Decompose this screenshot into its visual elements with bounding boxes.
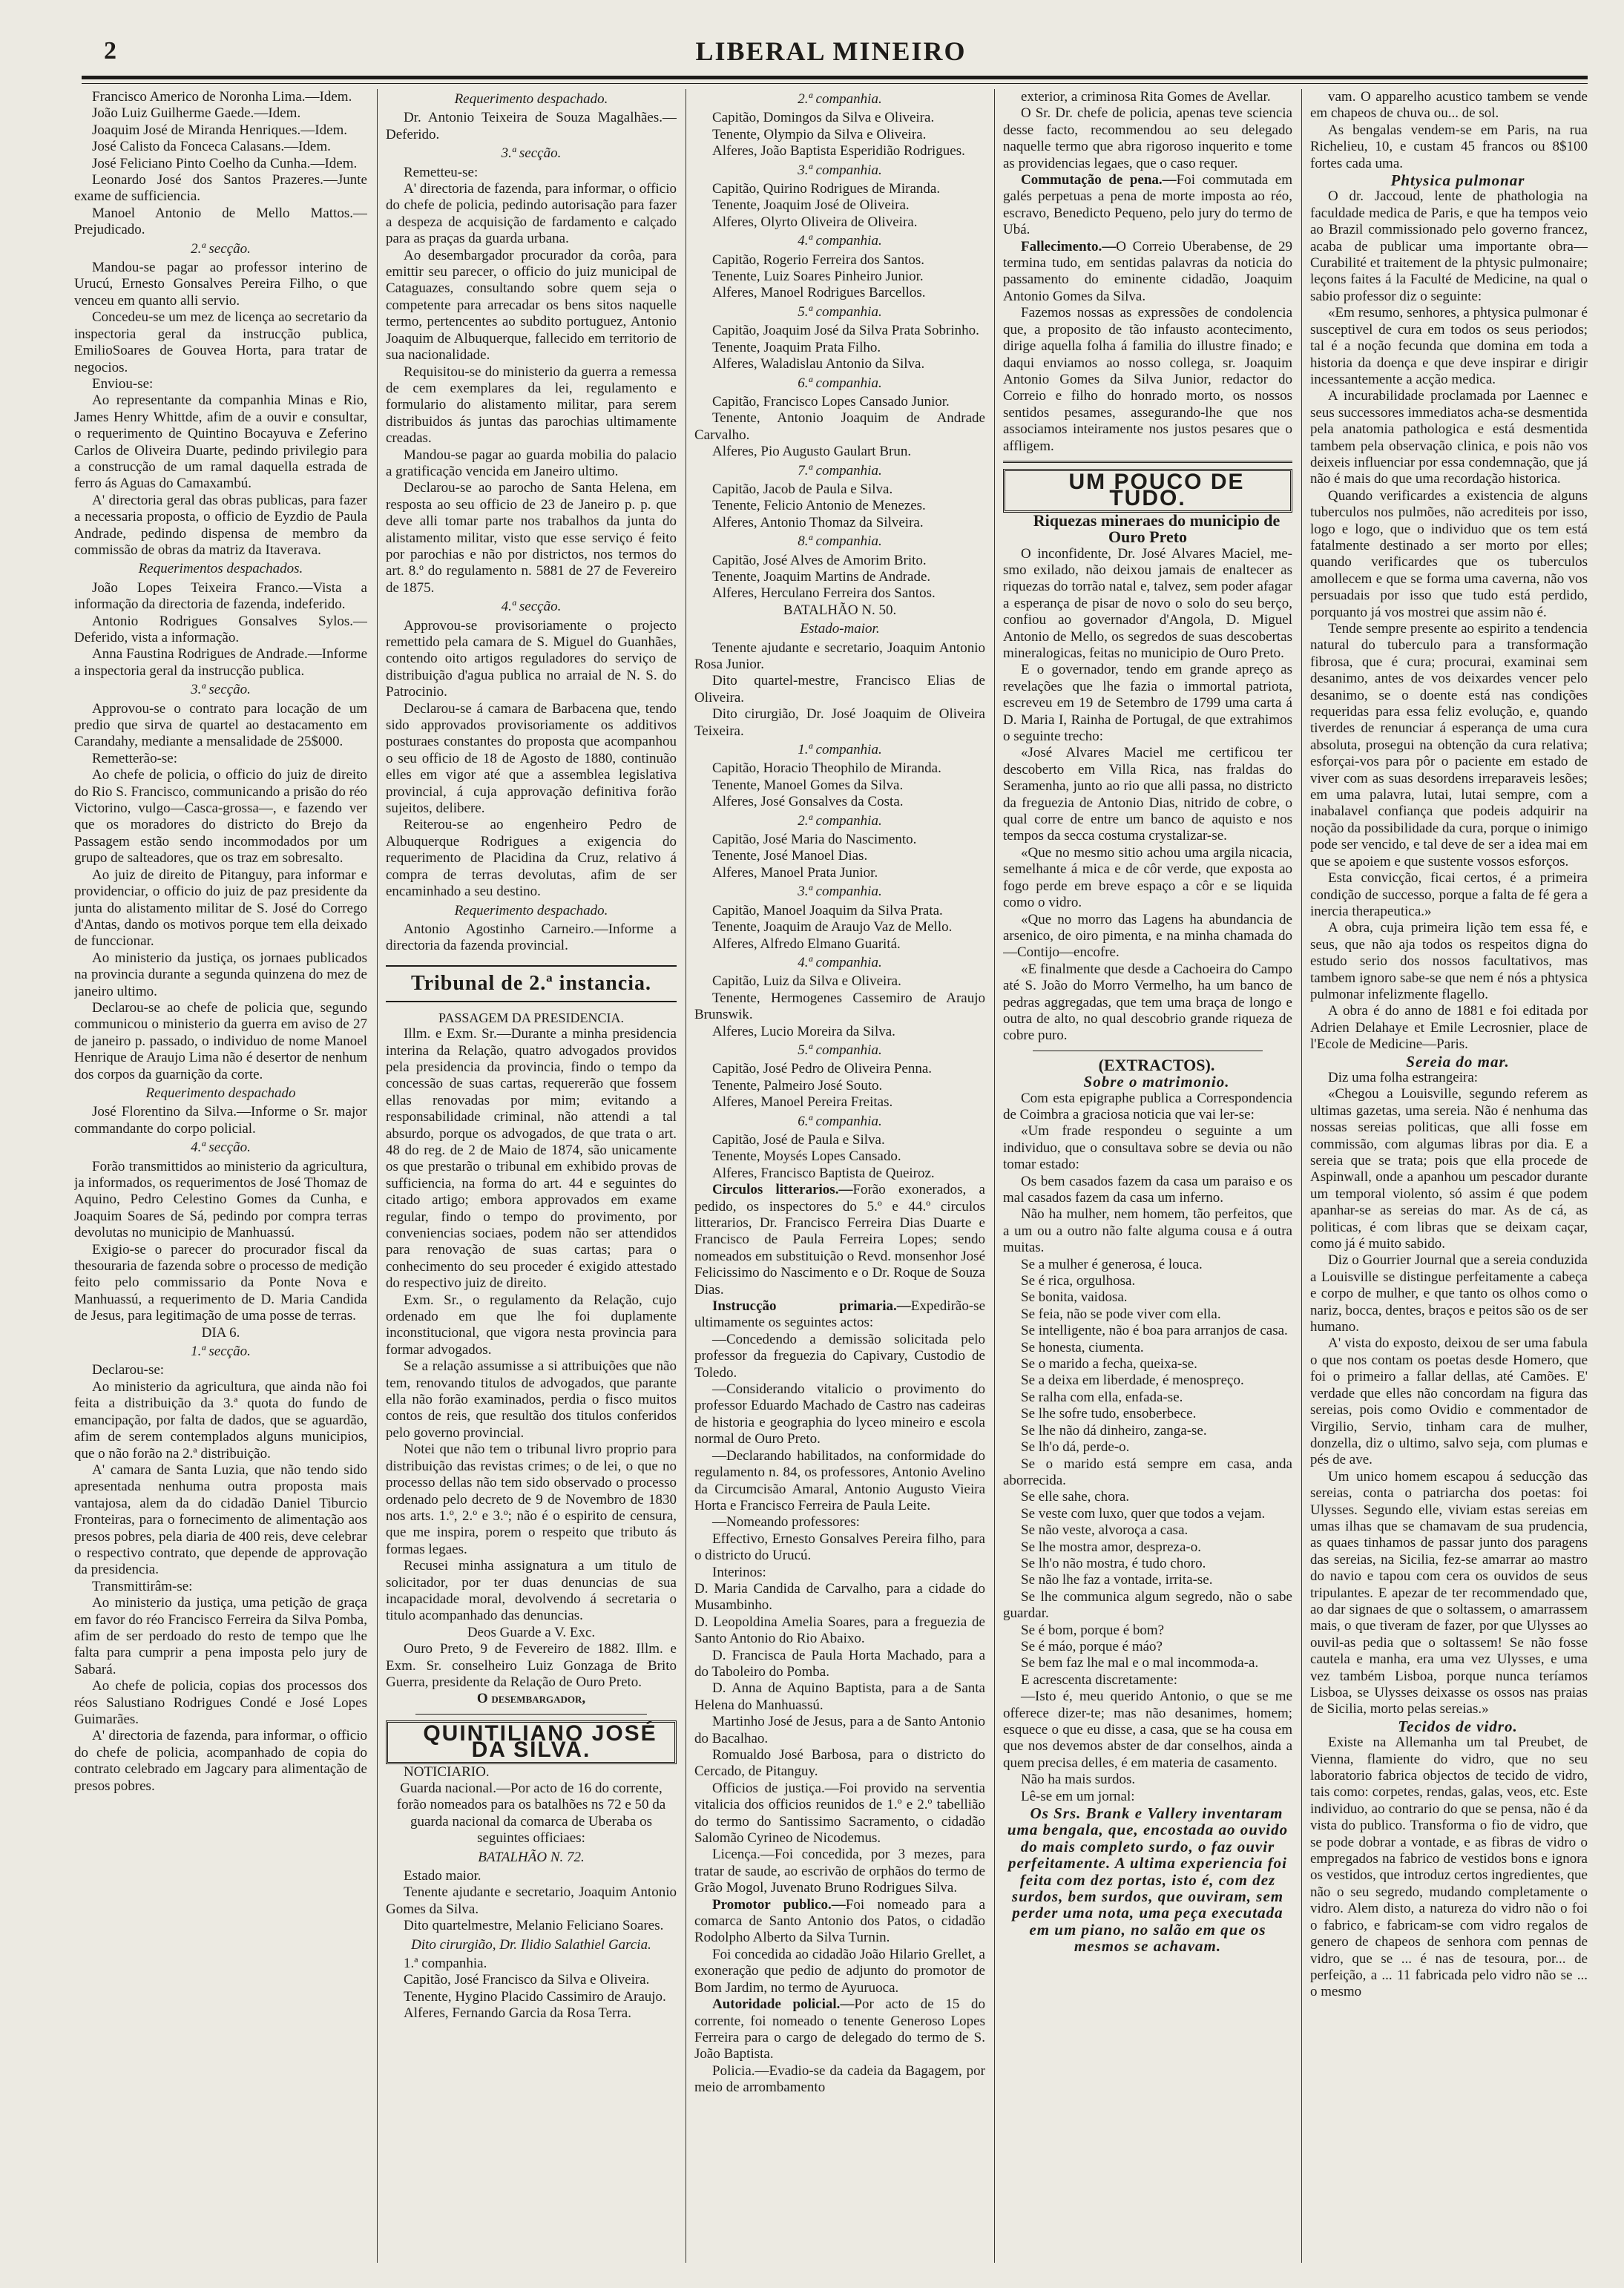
col2-paragraph: Approvou-se provisoriamente o projecto remettido pela camara de S. Miguel do Guanhães, contendo oito artigos reguladores do serviço de distribuição d'agua publica no arraial de N. S. do Patrocinio. (386, 617, 677, 700)
col2-paragraph: Requerimento despachado. (454, 902, 608, 918)
col1-paragraph: A' directoria de fazenda, para informar, o officio do chefe de policia, acompanhado de copia do contrato celebrado em Jagcary para alimentação de presos pobres. (74, 1728, 367, 1794)
col4-paragraph: «José Alvares Maciel me certificou ter descoberto em Villa Rica, nas fraldas do Seramenha, junto ao rio que alli passa, no districto da freguezia de Antonio Dias, nitrido de cobre, o qual corre de entre um banco de aquisto e nos tempos da secca costuma crystalizar-se. (1003, 745, 1292, 844)
col2-paragraph: BATALHÃO N. 72. (478, 1849, 585, 1865)
col5-paragraph: Existe na Allemanha um tal Preubet, de Vienna, flamiente do vidro, que no seu laboratorio fabrica objectos de tecido de vidro, tais como: corpetes, rendas, galas, veos, etc. Este individuo, ao contrario do que se pensa, não é da vista do publico. Transforma o fio de vidro, que se pode dobrar a vontade, e as fibras de vidro o empregados na fabrico de vestidos bons e ignora os vestidos, que introduz certos ingredientes, que não o seu segredo, mudando completamente o vidro. Alem disto, a natureza do vidro não o foi o fabrico, e fabricam-se com vidro regalos de genero de chapeos de senhora com pennas de vidro, que se ... é nas de tesoura, por... de perfeição, a ... 11 fabricada pelo vidro não se ... o mesmo (1310, 1735, 1588, 2000)
col1-paragraph: Exigio-se o parecer do procurador fiscal da thesouraria de fazenda sobre o processo de medição feito pelo commissario da Ponte Nova e Manhuassú, a requerimento de D. Maria Candida de Jesus, para legitimação de uma posse de terras. (74, 1241, 367, 1324)
col3-paragraph: Capitão, Quirino Rodrigues de Miranda. (712, 181, 941, 197)
col2-paragraph: 4.ª secção. (501, 599, 562, 615)
col2-paragraph: A' directoria de fazenda, para informar, o officio do chefe de policia, pedindo autorisação para fazer a despeza de acquisição de fardamento e calçado para as praças da guarda urbana. (386, 181, 677, 247)
col2-paragraph: Deos Guarde a V. Exc. (467, 1624, 596, 1640)
col3-paragraph: D. Maria Candida de Carvalho, para a cidade do Musambinho. (694, 1580, 985, 1614)
col3-paragraph (694, 1182, 985, 1298)
col3-paragraph: Romualdo José Barbosa, para o districto do Cercado, de Pitanguy. (694, 1747, 985, 1780)
col1-paragraph: Antonio Rodrigues Gonsalves Sylos.—Deferido, vista a informação. (74, 613, 367, 645)
col3-paragraph: Tenente, Joaquim Prata Filho. (712, 339, 881, 355)
col2-paragraph: Dito cirurgião, Dr. Ilidio Salathiel Garcia. (411, 1936, 651, 1953)
col4-paragraph: Não ha mais surdos. (1021, 1772, 1136, 1788)
columns-area (74, 89, 1588, 2270)
col4-paragraph: O inconfidente, Dr. José Alvares Maciel, me-smo exilado, não deixou jamais de enaltecer as riquezas do torrão natal e, talvez, sem poder afagar a esperança de pisar de novo o solo do seu berço, confiou ao governador d'Angola, D. Miguel Antonio de Mello, os segredos de suas descobertas mineralogicas, feitas no municipio de Ouro Preto. (1003, 545, 1292, 661)
paragraph-heading: Commutação de pena.— (1021, 172, 1177, 188)
col4-paragraph: Lê-se em um jornal: (1021, 1788, 1135, 1804)
col3-paragraph: 4.ª companhia. (798, 233, 882, 249)
col4-paragraph (1003, 172, 1292, 239)
col4-paragraph: exterior, a criminosa Rita Gomes de Avellar. (1021, 89, 1271, 105)
col2-paragraph: 1.ª companhia. (404, 1956, 487, 1972)
col5-paragraph: «Chegou a Louisville, segundo referem as ultimas gazetas, uma sereia. Não é nenhuma das nossas sereias politicas, que alli fosse em commissão, com algumas libras por dia. E a sereia que se trata; pois que ella procede de Aspinwall, onde a apanhou um pescador durante um temporal violento, só assim é que podem apanhar-se as sereias do mar. As de cá, as politicas, é com libras que se deixam caçar, como já é muito sabido. (1310, 1086, 1588, 1252)
col1-paragraph: 2.ª secção. (191, 240, 251, 257)
col4-paragraph: «Que no mesmo sitio achou uma argila nicacia, semelhante á mica e de côr verde, que exposta ao fogo perde em breve espaço a côr e se liquida como o vidro. (1003, 844, 1292, 911)
col4-paragraph: «E finalmente que desde a Cachoeira do Campo até S. João do Morro Vermelho, ha um banco de pedras aggregadas, que tem uma braça de longo e outra de alto, no qual descobrio grande riqueza de cobre puro. (1003, 961, 1292, 1044)
col2-paragraph: Declarou-se ao parocho de Santa Helena, em resposta ao seu officio de 23 de Janeiro p. p. que deve alli tomar parte nos trabalhos da junta do alistamento militar, visto que esse serviço é feito por parochias e não por districtos, nos termos do art. 8.º do regulamento n. 5881 de 27 de Fevereiro de 1875. (386, 480, 677, 596)
col3-paragraph: Dito cirurgião, Dr. José Joaquim de Oliveira Teixeira. (694, 706, 985, 739)
col3-paragraph (694, 1897, 985, 1947)
col4-paragraph: «Um frade respondeu o seguinte a um individuo, que o consultava sobre se devia ou não tomar estado: (1003, 1123, 1292, 1173)
col3-paragraph: 3.ª companhia. (798, 162, 882, 178)
col4-paragraph: (EXTRACTOS). (1098, 1055, 1215, 1074)
col3-paragraph: D. Leopoldina Amelia Soares, para a freguezia de Santo Antonio do Rio Abaixo. (694, 1614, 985, 1647)
col1-paragraph: Ao chefe de policia, o officio do juiz de direito do Rio S. Francisco, communicando a prisão do réo Victorino, vulgo—Casca-grossa—, e fazendo ver que os moradores do districto do Brejo da Passagem estão sendo incommodados por um grupo de salteadores, que os traz em sobresalto. (74, 767, 367, 867)
col3-paragraph: Alferes, José Gonsalves da Costa. (712, 794, 904, 810)
col2-paragraph: Dito quartelmestre, Melanio Feliciano Soares. (404, 1918, 664, 1934)
col3-paragraph: Tenente, Manoel Gomes da Silva. (712, 777, 904, 793)
col4-paragraph: Com esta epigraphe publica a Correspondencia de Coimbra a graciosa noticia que vai ler-se: (1003, 1090, 1292, 1122)
col3-paragraph: Tenente, Palmeiro José Souto. (712, 1077, 883, 1094)
col4-paragraph: Se o marido a fecha, queixa-se. (1021, 1356, 1197, 1373)
col4-paragraph: Riquezas mineraes do municipio de Ouro Preto (1033, 510, 1281, 547)
col3-paragraph: Capitão, Domingos da Silva e Oliveira. (712, 110, 935, 126)
col3-paragraph (694, 1298, 985, 1332)
col3-paragraph: Alferes, Antonio Thomaz da Silveira. (712, 514, 924, 530)
col3-paragraph: Alferes, Alfredo Elmano Guaritá. (712, 936, 901, 952)
col3-paragraph: Capitão, Luiz da Silva e Oliveira. (712, 973, 901, 990)
col1-paragraph: João Luiz Guilherme Gaede.—Idem. (92, 105, 301, 122)
col4-paragraph: Se lh'o dá, perde-o. (1021, 1439, 1130, 1456)
col2-paragraph: Capitão, José Francisco da Silva e Oliveira. (404, 1972, 650, 1988)
paragraph-body: Foi nomeado para a comarca de Santo Antonio dos Patos, o cidadão Rodolpho Alberto da Silva Turnin. (694, 1896, 985, 1946)
col1-paragraph: José Calisto da Fonceca Calasans.—Idem. (92, 139, 331, 155)
col4-paragraph: Se feia, não se pode viver com ella. (1021, 1306, 1221, 1322)
col3-paragraph: Tenente, José Manoel Dias. (712, 848, 868, 864)
col2-paragraph: Remetteu-se: (404, 164, 479, 180)
col2-paragraph: NOTICIARIO. (404, 1763, 490, 1780)
col5-paragraph: Quando verificardes a existencia de alguns tuberculos nos pulmões, não acrediteis por isso, logo e logo, que o individuo que os tem está fatalmente destinado a ser morto por elles; quando verificardes que os tuberculos amollecem e que se forma uma caverna, não vos persuadais por isso que tudo está perdido, porquanto já vos mostrei que assim não é. (1310, 487, 1588, 620)
col3-paragraph: 5.ª companhia. (798, 303, 882, 320)
col3-paragraph: Alferes, Manoel Pereira Freitas. (712, 1094, 893, 1111)
col4-paragraph: Se lhe sofre tudo, ensoberbece. (1021, 1406, 1197, 1422)
col2-paragraph: Declarou-se á camara de Barbacena que, tendo sido approvados provisoriamente os additivos posturaes constantes do proposta que acompanhou o seu officio de 18 de Agosto de 1880, continuão elles em vigor até que a assemblea legislativa provincial, á cuja approvação definitiva forão sujeitos, delibere. (386, 700, 677, 817)
col3-paragraph: 3.ª companhia. (798, 884, 882, 900)
col1-paragraph: Approvou-se o contrato para locação de um predio que sirva de quartel ao destacamento em Carandahy, mediante a mensalidade de 25$000. (74, 700, 367, 750)
col1-paragraph: Requerimento despachado (145, 1085, 296, 1101)
col5-paragraph: A incurabilidade proclamada por Laennec e seus successores immediatos acha-se desmentida pela anatomia pathologica e está desmentida tambem pela observação clinica, e pois não vos deixeis influenciar por essa condemnação, que já não é mais do que uma recordação historica. (1310, 388, 1588, 487)
col5-paragraph: Phtysica pulmonar (1390, 171, 1525, 190)
col3-paragraph: —Concedendo a demissão solicitada pelo professor da freguezia do Capivary, Custodio de Toledo. (694, 1331, 985, 1381)
col3-paragraph: Interinos: (712, 1564, 766, 1580)
col4-paragraph: Se lhe communica algum segredo, não o sabe guardar. (1003, 1588, 1292, 1622)
col3-paragraph: Alferes, Manoel Prata Junior. (712, 864, 878, 881)
col2-paragraph: Alferes, Fernando Garcia da Rosa Terra. (404, 2005, 631, 2022)
col4-paragraph: E acrescenta discretamente: (1021, 1671, 1177, 1688)
col4-paragraph: Se é rica, orgulhosa. (1021, 1273, 1136, 1289)
section-rule (415, 1714, 647, 1715)
column-separator (377, 89, 378, 2263)
col3-paragraph: Tenente, Felicio Antonio de Menezes. (712, 498, 926, 514)
col2-paragraph: Recusei minha assignatura a um titulo de solicitador, por ter duas denuncias de sua incapacidade moral, devolvendo á secretaria o titulo acompanhado das denuncias. (386, 1558, 677, 1624)
col4-paragraph: «Que no morro das Lagens ha abundancia de arsenico, de oiro pimenta, e na minha chamada do—Contijo—encofre. (1003, 911, 1292, 961)
col3-paragraph: 7.ª companhia. (798, 462, 882, 479)
col3-paragraph: Capitão, José Maria do Nascimento. (712, 832, 917, 848)
col3-paragraph: Martinho José de Jesus, para a de Santo Antonio do Bacalhao. (694, 1714, 985, 1746)
col5-paragraph: O dr. Jaccoud, lente de phathologia na faculdade medica de Paris, e que ha tempos veio ao Brazil commissionado pelo governo francez, acaba de publicar uma importante obra—Curabilité et traitement de la phtysic pulmonaire; leçons faites á la Faculté de Medicine, na qual o sabio professor diz o seguinte: (1310, 188, 1588, 304)
col3-paragraph: Alferes, Herculano Ferreira dos Santos. (712, 585, 936, 602)
col5-paragraph: vam. O apparelho acustico tambem se vende em chapeos de chuva ou... de sol. (1310, 89, 1588, 122)
col4-paragraph: E o governador, tendo em grande apreço as revelações que lhe fazia o immortal patriota, escreveu em 19 de Setembro de 1799 uma carta á D. Maria I, Rainha de Portugal, de que extrahimos o seguinte trecho: (1003, 662, 1292, 745)
col3-paragraph: 5.ª companhia. (798, 1042, 882, 1058)
col2-paragraph: Exm. Sr., o regulamento da Relação, cujo ordenado em que lhe foi duplamente inconstitucional, que vigora nesta provincia para formar advogados. (386, 1292, 677, 1358)
col4-paragraph: Se não veste, alvoroça a casa. (1021, 1522, 1189, 1539)
col3-paragraph: Tenente ajudante e secretario, Joaquim Antonio Rosa Junior. (694, 640, 985, 672)
paragraph-heading: Instrucção primaria.— (712, 1298, 911, 1315)
col3-paragraph: Dito quartel-mestre, Francisco Elias de Oliveira. (694, 673, 985, 706)
header-rule (82, 76, 1588, 79)
col1-paragraph: Ao chefe de policia, copias dos processos dos réos Salustiano Rodrigues Condé e José Lopes Guimarães. (74, 1678, 367, 1727)
col1-paragraph: 1.ª secção. (191, 1344, 251, 1360)
col3-paragraph: Tenente, Moysés Lopes Cansado. (712, 1148, 901, 1165)
col3-paragraph: 2.ª companhia. (798, 812, 882, 829)
col3-paragraph: —Nomeando professores: (712, 1514, 860, 1531)
col1-paragraph: A' directoria geral das obras publicas, para fazer a necessaria proposta, o officio de Eyzdio de Paula Andrade, pedindo dispensa de membro da commissão de obras da matriz da Itaverava. (74, 492, 367, 558)
page-number: 2 (104, 37, 116, 65)
col3-paragraph: Tenente, Luiz Soares Pinheiro Junior. (712, 269, 924, 285)
col3-paragraph: Capitão, José de Paula e Silva. (712, 1131, 885, 1148)
col1-paragraph: Remetterão-se: (92, 750, 178, 766)
col4-paragraph: Se a deixa em liberdade, é menospreço. (1021, 1373, 1244, 1389)
col5-paragraph: Diz o Gourrier Journal que a sereia conduzida a Louisville se distingue perfeitamente a cabeça e corpo de mulher, e que tanto os olhos como o nariz, bocca, dentes, braços e peitos são os de ser humano. (1310, 1252, 1588, 1335)
col1-paragraph: 3.ª secção. (191, 682, 251, 698)
col3-paragraph: Capitão, Rogerio Ferreira dos Santos. (712, 252, 925, 268)
col2-paragraph: PASSAGEM DA PRESIDENCIA. (438, 1010, 624, 1025)
col3-paragraph: Capitão, José Pedro de Oliveira Penna. (712, 1061, 933, 1077)
col2-paragraph: Se a relação assumisse a si attribuições que não tem, renovando titulos de advogados, que parante ella não forão examinados, perdia o fisco muitos contos de reis, que resultão dos titulos conferidos pelo governo provincial. (386, 1358, 677, 1441)
col1-paragraph: Ao ministerio da justiça, uma petição de graça em favor do réo Francisco Ferreira da Silva Pomba, afim de ser perdoado do resto de tempo que lhe falta para cumprir a pena imposta pelo jury de Sabará. (74, 1595, 367, 1677)
col5-paragraph: Tende sempre presente ao espirito a tendencia natural do tuberculo para a transformação fibrosa, que é cura; procurai, examinai sem desanimo, antes de vos deixardes vencer pelo desanimo, se o doente está nas condições requeridas para essa feliz evolução, e, quando tiverdes de renunciar á esperança de uma cura absoluta, prosegui na obtenção da cura relativa; esforçai-vos para pôr o paciente em estado de viver com as suas desordens irreparaveis lesões; em uma palavra, lutai, lutai sempre, com a inabalavel confiança que podeis adquirir na noção da possibilidade da cura, porque o inimigo pode ser vencido, e tal deve de ser a idea mai em que se apoiem e que sustente vossos esforços. (1310, 621, 1588, 869)
col2-paragraph: Mandou-se pagar ao guarda mobilia do palacio a gratificação vencida em Janeiro ultimo. (386, 447, 677, 479)
col2-paragraph: O desembargador, (476, 1691, 586, 1707)
col1-paragraph: Mandou-se pagar ao professor interino de Urucú, Ernesto Gonsalves Pereira Filho, o que venceu em quanto alli servio. (74, 260, 367, 309)
col5-paragraph: «Em resumo, senhores, a phtysica pulmonar é susceptivel de cura em todos os seus periodos; tal é a noção fecunda que domina em toda a historia da doença e que deve inspirar e dirigir incessantemente a acção medica. (1310, 305, 1588, 387)
col1-paragraph: Declarou-se: (92, 1362, 165, 1378)
col3-paragraph: —Declarando habilitados, na conformidade do regulamento n. 84, os professores, Antonio Avelino da Circumcisão Amaral, Antonio Augusto Vieira Horta e Francisco Ferreira de Paula Leite. (694, 1447, 985, 1513)
col1-paragraph: Ao ministerio da agricultura, que ainda não foi feita a distribuição da 3.ª quota do fundo de emancipação, por falta de dados, que se aguardão, afim de serem contemplados alguns municipios, que o não forão na 2.ª distribuição. (74, 1378, 367, 1462)
col3-paragraph: Capitão, Manoel Joaquim da Silva Prata. (712, 902, 943, 918)
col3-paragraph: Capitão, Horacio Theophilo de Miranda. (712, 760, 941, 777)
col1-paragraph: A' camara de Santa Luzia, que não tendo sido apresentada nenhuma outra proposta mais vantajosa, alem da do cidadão Daniel Tiburcio Fronteiras, para o fornecimento de alimentação aos presos pobres, pela diaria de 400 reis, deve celebrar o respectivo contrato, que depende de approvação da presidencia. (74, 1462, 367, 1578)
col4-paragraph: UM POUCO DE TUDO. (1003, 469, 1292, 513)
col3-paragraph: 4.ª companhia. (798, 954, 882, 970)
col4-paragraph: Se bem faz lhe mal e o mal incommoda-a. (1021, 1655, 1259, 1671)
col4-paragraph: Se elle sahe, chora. (1021, 1489, 1130, 1505)
col2-paragraph: Tribunal de 2.ª instancia. (386, 965, 677, 1002)
col5-paragraph: Um unico homem escapou á seducção das sereias, conta o patriarcha dos poetas: foi Ulysses. Segundo elle, viviam estas sereias em umas ilhas que se chamavam de sua prudencia, as quaes tinhamos de passar junto dos paragens das sereias, na Sicilia, fez-se amarrar ao mastro do navio e tapou com cera os ouvidos de seus tripulantes. E apezar de ter recommendado que, ao dar signaes de que o soltassem, o amarrassem mais, o que tiveram de fazer, por que Ulysses ao ouvil-as pedia que o soltassem! Se não fosse cautela e manha, era uma vez Ulysses, e uma vez também Lisboa, porque nunca teríamos Lisboa, se Ulysses deixasse os ossos nas praias de Sicilia, morto pelas sereias.» (1310, 1468, 1588, 1717)
col5-paragraph: Sereia do mar. (1406, 1052, 1510, 1071)
col4-paragraph: Se lhe mostra amor, despreza-o. (1021, 1539, 1201, 1555)
col3-paragraph: Alferes, Olyrto Oliveira de Oliveira. (712, 214, 918, 230)
col4-paragraph: Os Srs. Brank e Vallery inventaram uma bengala, que, encostada ao ouvido do mais completo surdo, o faz ouvir perfeitamente. A ultima experiencia foi feita com dez portas, isto é, com dez surdos, bem surdos, que ouviram, sem perder uma nota, uma peça executada em um piano, no salão em que os mesmos se achavam. (1007, 1804, 1289, 1956)
paragraph-body: Por acto de 15 do corrente, foi nomeado o tenente Generoso Lopes Ferreira para o cargo de delegado do termo de S. João Baptista. (694, 1996, 985, 2062)
col4-paragraph: Se lh'o não mostra, é tudo choro. (1021, 1555, 1206, 1571)
col3-paragraph: BATALHÃO N. 50. (783, 602, 897, 618)
paragraph-body: Foi commutada em galés perpetuas a pena de morte imposta ao réo, escravo, Benedicto Pequeno, pelo jury do termo de Ubá. (1003, 172, 1292, 238)
col3-paragraph: Alferes, Pio Augusto Gaulart Brun. (712, 444, 912, 460)
col3-paragraph: Tenente, Joaquim de Araujo Vaz de Mello. (712, 919, 953, 936)
col2-paragraph: Notei que não tem o tribunal livro proprio para distribuição das revistas crimes; o de lei, o que no processo dellas não tem sido observado o processo ordenado pelo decreto de 9 de Novembro de 1830 nos arts. 1.º, 2.º e 3.º; não é o espirito de censura, que me inspira, porem o respeito que tributo ás formas legaes. (386, 1441, 677, 1557)
col3-paragraph: Alferes, João Baptista Esperidião Rodrigues. (712, 143, 965, 160)
col4-paragraph: Se bonita, vaidosa. (1021, 1289, 1128, 1306)
col4-paragraph: Se o marido está sempre em casa, anda aborrecida. (1003, 1456, 1292, 1488)
col1-paragraph: DIA 6. (201, 1324, 240, 1341)
paragraph-heading: Autoridade policial.— (712, 1996, 855, 2013)
col3-paragraph: Capitão, Francisco Lopes Cansado Junior. (712, 393, 950, 410)
col3-paragraph: Alferes, Manoel Rodrigues Barcellos. (712, 285, 926, 301)
col2-paragraph: Guarda nacional.—Por acto de 16 do corrente, forão nomeados para os batalhões ns 72 e 50 da guarda nacional da comarca de Uberaba os seguintes officiaes: (396, 1781, 666, 1847)
col4-paragraph: —Isto é, meu querido Antonio, o que se me offerece dizer-te; mas não desanimes, homem; esquece o que eu disse, a casa, que se ha cousa em que nos devemos abster de dar conselhos, ainda a quem precisa delles, é em materia de casamento. (1003, 1689, 1292, 1771)
col1-paragraph: José Florentino da Silva.—Informe o Sr. major commandante do corpo policial. (74, 1104, 367, 1137)
col2-paragraph: QUINTILIANO JOSÉ DA SILVA. (386, 1720, 677, 1764)
col3-paragraph: Tenente, Hermogenes Cassemiro de Araujo Brunswik. (694, 990, 985, 1023)
col4-paragraph (1003, 239, 1292, 306)
col3-paragraph: D. Anna de Aquino Baptista, para a de Santa Helena do Manhuassú. (694, 1680, 985, 1713)
col2-paragraph: Tenente, Hygino Placido Cassimiro de Araujo. (404, 1988, 666, 2005)
col5-paragraph: A obra, cuja primeira lição tem essa fé, e seus, que não aja todos os respeitos digna do estudo serio dos nossos facultativos, mas tambem ignoro sabe-se que nem é nós a phtysica pulmonar infelizmente flagello. (1310, 920, 1588, 1002)
col3-paragraph: Policia.—Evadio-se da cadeia da Bagagem, por meio de arrombamento (694, 2062, 985, 2096)
column-4 (1003, 89, 1292, 2263)
col1-paragraph: Ao juiz de direito de Pitanguy, para informar e providenciar, o officio do juiz de paz presidente da junta do alistamento militar de S. José do Corrego d'Antas, dando os motivos porque tem ella deixado de funccionar. (74, 867, 367, 950)
col1-paragraph: Anna Faustina Rodrigues de Andrade.—Informe a inspectoria geral da instrucção publica. (74, 646, 367, 679)
col5-paragraph: Esta convicção, ficai certos, é a primeira condição de successo, porque a falta de fé gera a inercia therapeutica.» (1310, 870, 1588, 919)
col3-paragraph: Effectivo, Ernesto Gonsalves Pereira filho, para o districto do Urucú. (694, 1531, 985, 1564)
col3-paragraph: Tenente, Joaquim José de Oliveira. (712, 197, 910, 214)
column-1 (74, 89, 367, 2263)
col5-paragraph: Tecidos de vidro. (1398, 1717, 1518, 1735)
col1-paragraph: Transmittirâm-se: (92, 1578, 193, 1594)
col4-paragraph: Se ralha com ella, enfada-se. (1021, 1389, 1183, 1405)
col2-paragraph: Illm. e Exm. Sr.—Durante a minha presidencia interina da Relação, quatro advogados providos pela presidencia da provincia, findo o tempo da concessão de suas cartas, requererão que fossem ellas renovadas por mim; evitando a responsabilidade criminal, não attendi a tal absurdo, porque os advogados, de que trata o art. 48 do reg. de 2 de Maio de 1874, são unicamente os que prestarão o tribunal em exhibido provas de sufficiencia, na forma do art. 44 e seguintes do citado artigo; embora approvados em exame regular, findo o tempo do provimento, por conveniencias sociaes, podem não ser attendidos para renovação de suas cartas; para o conhecimento do seu proceder é exigido attestado do respectivo juiz de direito. (386, 1026, 677, 1292)
col4-paragraph: Não ha mulher, nem homem, tão perfeitos, que a um ou a outro não falte alguma cousa e á outra muitas. (1003, 1206, 1292, 1256)
col3-paragraph: Alferes, Francisco Baptista de Queiroz. (712, 1165, 935, 1181)
col3-paragraph: 8.ª companhia. (798, 533, 882, 550)
col2-paragraph: Reiterou-se ao engenheiro Pedro de Albuquerque Rodrigues a exigencia do requerimento de Placidina da Cruz, relativo á compra de terras devolutas, afim de ser encaminhado a seu destino. (386, 817, 677, 900)
col1-paragraph: Forão transmittidos ao ministerio da agricultura, ja informados, os requerimentos de José Thomaz de Aquino, Pedro Celestino Gomes da Cunha, e Joaquim Soares de Sá, pedindo por compra terras devolutas no municipio de Manhuassú. (74, 1158, 367, 1241)
col1-paragraph: Manoel Antonio de Mello Mattos.—Prejudicado. (74, 205, 367, 238)
col2-paragraph: Requerimento despachado. (454, 91, 608, 107)
col3-paragraph: 6.ª companhia. (798, 375, 882, 391)
col5-paragraph: A' vista do exposto, deixou de ser uma fabula o que nos contam os poetas desde Homero, que foi o primeiro a fallar dellas, até Camões. E' verdade que elles não concordam na figura das sereias, pois como Ovidio e commentador de Virgilio, Servio, tinham cara de mulher, donzella, diz o ultimo, salvo seja, com plumas e pés de ave. (1310, 1335, 1588, 1468)
col1-paragraph: Ao ministerio da justiça, os jornaes publicados na provincia durante a segunda quinzena do mez de janeiro ultimo. (74, 950, 367, 999)
col3-paragraph: Capitão, José Alves de Amorim Brito. (712, 552, 927, 568)
col5-paragraph: Diz uma folha estrangeira: (1328, 1069, 1479, 1085)
col3-paragraph: 6.ª companhia. (798, 1113, 882, 1129)
section-rule (1003, 461, 1292, 463)
paragraph-body: Forão exonerados, a pedido, os inspectores do 5.º e 44.º circulos litterarios, Dr. Francisco Ferreira Dias Duarte e Francisco de Paula Ferreira Lopes; sendo nomeados em substituição o Revd. monsenhor José Felicissimo do Nascimento e o Dr. Roque de Souza Dias. (694, 1182, 985, 1298)
col3-paragraph: D. Francisca de Paula Horta Machado, para a do Taboleiro do Pomba. (694, 1647, 985, 1680)
col2-paragraph: Ao desembargador procurador da corôa, para emittir seu parecer, o officio do juiz municipal de Cataguazes, consultando sobre quem seja o competente para arrecadar os bens sitos naquelle termo, pertencentes ao subdito portuguez, Antonio Joaquim de Albuquerque, fallecido em territorio de sua nacionalidade. (386, 247, 677, 364)
col1-paragraph: Ao representante da companhia Minas e Rio, James Henry Whittde, afim de a ouvir e consultar, o requerimento de Quintino Bocayuva e Zeferino Carlos de Oliveira Duarte, pedindo privilegio para a construcção de um ramal daquella estrada de ferro ás Aguas do Camaxambú. (74, 392, 367, 492)
col2-paragraph: Antonio Agostinho Carneiro.—Informe a directoria da fazenda provincial. (386, 921, 677, 954)
paragraph-heading: Circulos litterarios.— (712, 1182, 853, 1198)
col4-paragraph: Se veste com luxo, quer que todos a vejam. (1021, 1505, 1266, 1522)
col4-paragraph: Se é máo, porque é máo? (1021, 1638, 1163, 1654)
col3-paragraph: Foi concedida ao cidadão João Hilario Grellet, a exoneração que pedio de adjunto do promotor de Bom Jardim, no termo de Ayuruoca. (694, 1946, 985, 1996)
col1-paragraph: Enviou-se: (92, 375, 154, 392)
col2-paragraph: Tenente ajudante e secretario, Joaquim Antonio Gomes da Silva. (386, 1884, 677, 1917)
header-rule-thin (82, 83, 1588, 84)
column-3 (694, 89, 985, 2263)
masthead-title: LIBERAL MINEIRO (695, 36, 967, 66)
col1-paragraph: 4.ª secção. (191, 1140, 251, 1156)
column-2 (386, 89, 677, 2263)
paragraph-heading: Fallecimento.— (1021, 238, 1117, 254)
col4-paragraph: Os bem casados fazem da casa um paraiso e os mal casados fazem da casa um inferno. (1003, 1173, 1292, 1206)
column-separator (994, 89, 995, 2263)
col2-paragraph: Estado maior. (404, 1868, 481, 1884)
paragraph-heading: Promotor publico.— (712, 1896, 846, 1913)
col3-paragraph: Estado-maior. (800, 621, 880, 637)
col3-paragraph: Alferes, Waladislau Antonio da Silva. (712, 356, 925, 372)
col1-paragraph: Concedeu-se um mez de licença ao secretario da inspectoria geral da instrucção publica, EmilioSoares de Gouvea Horta, para tratar de negocios. (74, 309, 367, 375)
col3-paragraph: Licença.—Foi concedida, por 3 mezes, para tratar de saude, ao escrivão de orphãos do termo de Grão Mogol, Juvenato Bruno Rodrigues Silva. (694, 1847, 985, 1896)
paragraph-body: O Correio Uberabense, de 29 termina tudo, em sentidas palavras da noticia do passamento do eminente cidadão, Joaquim Antonio Gomes da Silva. (1003, 238, 1292, 304)
col3-paragraph: Capitão, Joaquim José da Silva Prata Sobrinho. (712, 323, 979, 339)
col1-paragraph: Joaquim José de Miranda Henriques.—Idem. (92, 122, 348, 138)
col3-paragraph: Officios de justiça.—Foi provido na serventia vitalicia dos officios reunidos de 1.º e 2.º tabellião do termo do Santissimo Sacramento, o cidadão Salomão Cyrineo de Nicodemus. (694, 1780, 985, 1847)
col4-paragraph: Se não lhe faz a vontade, irrita-se. (1021, 1572, 1213, 1588)
col3-paragraph (694, 1996, 985, 2063)
col3-paragraph: 1.ª companhia. (798, 742, 882, 758)
col3-paragraph: Tenente, Joaquim Martins de Andrade. (712, 568, 931, 585)
col4-paragraph: Se intelligente, não é boa para arranjos de casa. (1021, 1323, 1288, 1339)
col4-paragraph: O Sr. Dr. chefe de policia, apenas teve sciencia desse facto, recommendou ao seu delegado naquelle termo que abra rigoroso inquerito e tome as providencias legaes, que o caso requer. (1003, 105, 1292, 171)
col4-paragraph: Sobre o matrimonio. (1083, 1073, 1230, 1091)
col4-paragraph: Se honesta, ciumenta. (1021, 1339, 1144, 1355)
col4-paragraph: Se a mulher é generosa, é louca. (1021, 1256, 1203, 1272)
col2-paragraph: Requisitou-se do ministerio da guerra a remessa de cem exemplares da lei, regulamento e formulario do alistamento militar, para serem distribuidos ás juntas das parochias ultimamente creadas. (386, 364, 677, 447)
col1-paragraph: José Feliciano Pinto Coelho da Cunha.—Idem. (92, 155, 358, 171)
col4-paragraph: Se é bom, porque é bom? (1021, 1622, 1165, 1638)
paragraph-body: Expedirão-se ultimamente os seguintes actos: (694, 1298, 985, 1331)
col5-paragraph: As bengalas vendem-se em Paris, na rua Richelieu, 10, e custam 45 francos ou 8$100 fortes cada uma. (1310, 122, 1588, 171)
col3-paragraph: Capitão, Jacob de Paula e Silva. (712, 481, 893, 497)
col2-paragraph: Dr. Antonio Teixeira de Souza Magalhães.—Deferido. (386, 110, 677, 142)
col2-paragraph: Ouro Preto, 9 de Fevereiro de 1882. Illm. e Exm. Sr. conselheiro Luiz Gonzaga de Brito Guerra, presidente da Relação de Ouro Preto. (386, 1641, 677, 1690)
column-separator (1301, 89, 1302, 2263)
column-5 (1310, 89, 1588, 2263)
col1-paragraph: Francisco Americo de Noronha Lima.—Idem. (92, 89, 352, 105)
col3-paragraph: —Considerando vitalicio o provimento do professor Eduardo Machado de Castro nas cadeiras de historia e geographia do lyceo mineiro e escola normal de Ouro Preto. (694, 1381, 985, 1447)
col4-paragraph: Fazemos nossas as expressões de condolencia que, a proposito de tão infausto acontecimento, dirige aquella folha á familia do illustre finado; e daqui enviamos ao nosso collega, sr. Joaquim Antonio Gomes da Silva Junior, redactor do Correio e filho do honrado morto, os nossos sentidos pesames, assegurando-lhe que nos associamos inteiramente nos justos pesares que o affligem. (1003, 305, 1292, 454)
col5-paragraph: A obra é do anno de 1881 e foi editada por Adrien Delahaye et Emile Lecrosnier, place de l'Ecole de Medicine—Paris. (1310, 1003, 1588, 1053)
col3-paragraph: Tenente, Olympio da Silva e Oliveira. (712, 126, 927, 142)
col1-paragraph: Requerimentos despachados. (138, 561, 303, 577)
col3-paragraph: 2.ª companhia. (798, 91, 882, 107)
col1-paragraph: Leonardo José dos Santos Prazeres.—Junte exame de sufficiencia. (74, 172, 367, 205)
col3-paragraph: Tenente, Antonio Joaquim de Andrade Carvalho. (694, 410, 985, 443)
col3-paragraph: Alferes, Lucio Moreira da Silva. (712, 1023, 895, 1039)
col1-paragraph: Declarou-se ao chefe de policia que, segundo communicou o ministerio da guerra em aviso de 27 de janeiro p. passado, o individuo de nome Manoel Henrique de Araujo Lima não é desertor de nenhum dos corpos da guarnição da corte. (74, 999, 367, 1082)
col1-paragraph: João Lopes Teixeira Franco.—Vista a informação da directoria de fazenda, indeferido. (74, 579, 367, 613)
col2-paragraph: 3.ª secção. (501, 145, 562, 162)
col4-paragraph: Se lhe não dá dinheiro, zanga-se. (1021, 1422, 1207, 1439)
